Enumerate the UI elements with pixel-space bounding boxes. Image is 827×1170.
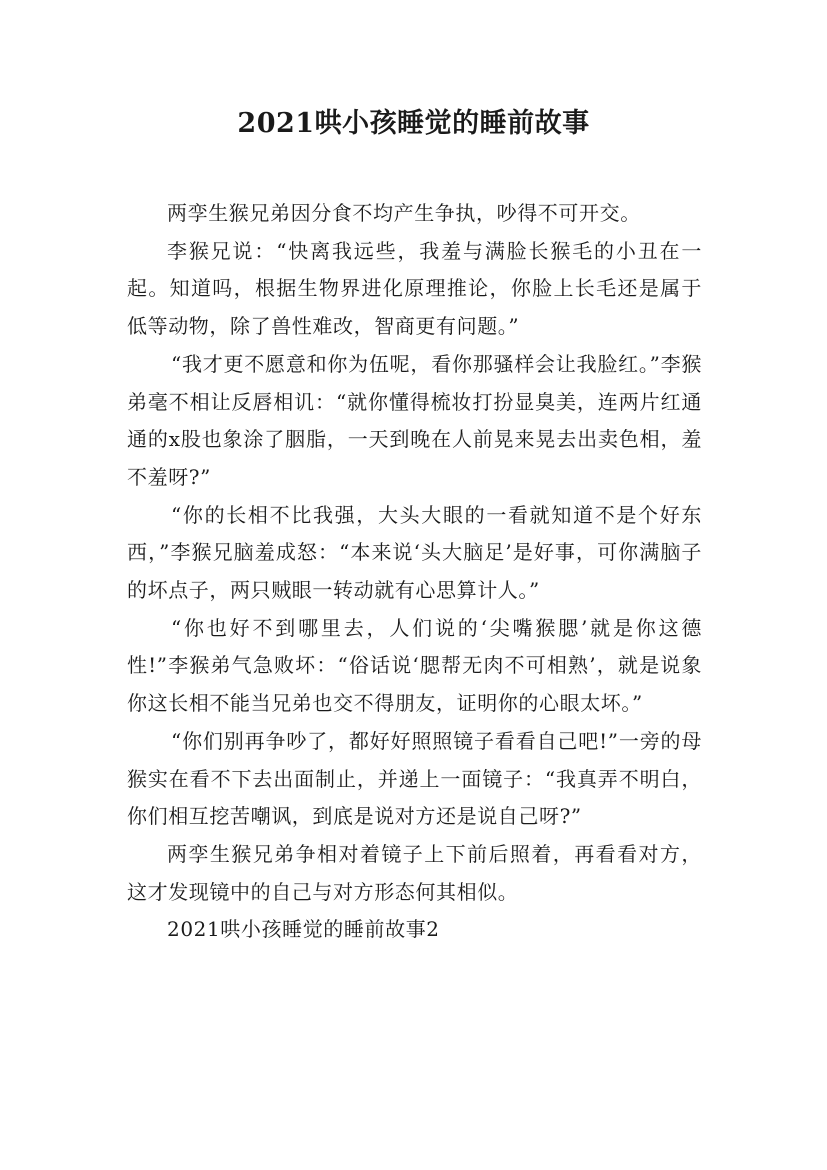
paragraph: “你的长相不比我强，大头大眼的一看就知道不是个好东西，”李猴兄脑羞成怒：“本来说‘头大脑足’是好事，可你满脑子的坏点子，两只贼眼一转动就有心思算计人。” <box>127 502 702 603</box>
paragraph: “我才更不愿意和你为伍呢，看你那骚样会让我脸红。”李猴弟毫不相让反唇相讥：“就你懂得梳妆打扮显臭美，连两片红通通的x股也象涂了胭脂，一天到晚在人前晃来晃去出卖色相，羞不羞呀?” <box>127 351 702 489</box>
section-heading: 2021哄小孩睡觉的睡前故事2 <box>167 917 440 942</box>
document-body <box>127 195 702 949</box>
document-title: 2021哄小孩睡觉的睡前故事 <box>237 108 590 139</box>
paragraph: “你也好不到哪里去，人们说的‘尖嘴猴腮’就是你这德性!”李猴弟气急败坏：“俗话说‘腮帮无肉不可相熟’，就是说象你这长相不能当兄弟也交不得朋友，证明你的心眼太坏。” <box>127 615 702 716</box>
paragraph: 两孪生猴兄弟争相对着镜子上下前后照着，再看看对方，这才发现镜中的自己与对方形态何其相似。 <box>127 841 702 904</box>
paragraph: “你们别再争吵了，都好好照照镜子看看自己吧!”一旁的母猴实在看不下去出面制止，并递上一面镜子：“我真弄不明白，你们相互挖苦嘲讽，到底是说对方还是说自己呀?” <box>127 728 702 829</box>
paragraph: 李猴兄说：“快离我远些，我羞与满脸长猴毛的小丑在一起。知道吗，根据生物界进化原理推论，你脸上长毛还是属于低等动物，除了兽性难改，智商更有问题。” <box>127 238 702 339</box>
paragraph: 两孪生猴兄弟因分食不均产生争执，吵得不可开交。 <box>167 201 641 225</box>
